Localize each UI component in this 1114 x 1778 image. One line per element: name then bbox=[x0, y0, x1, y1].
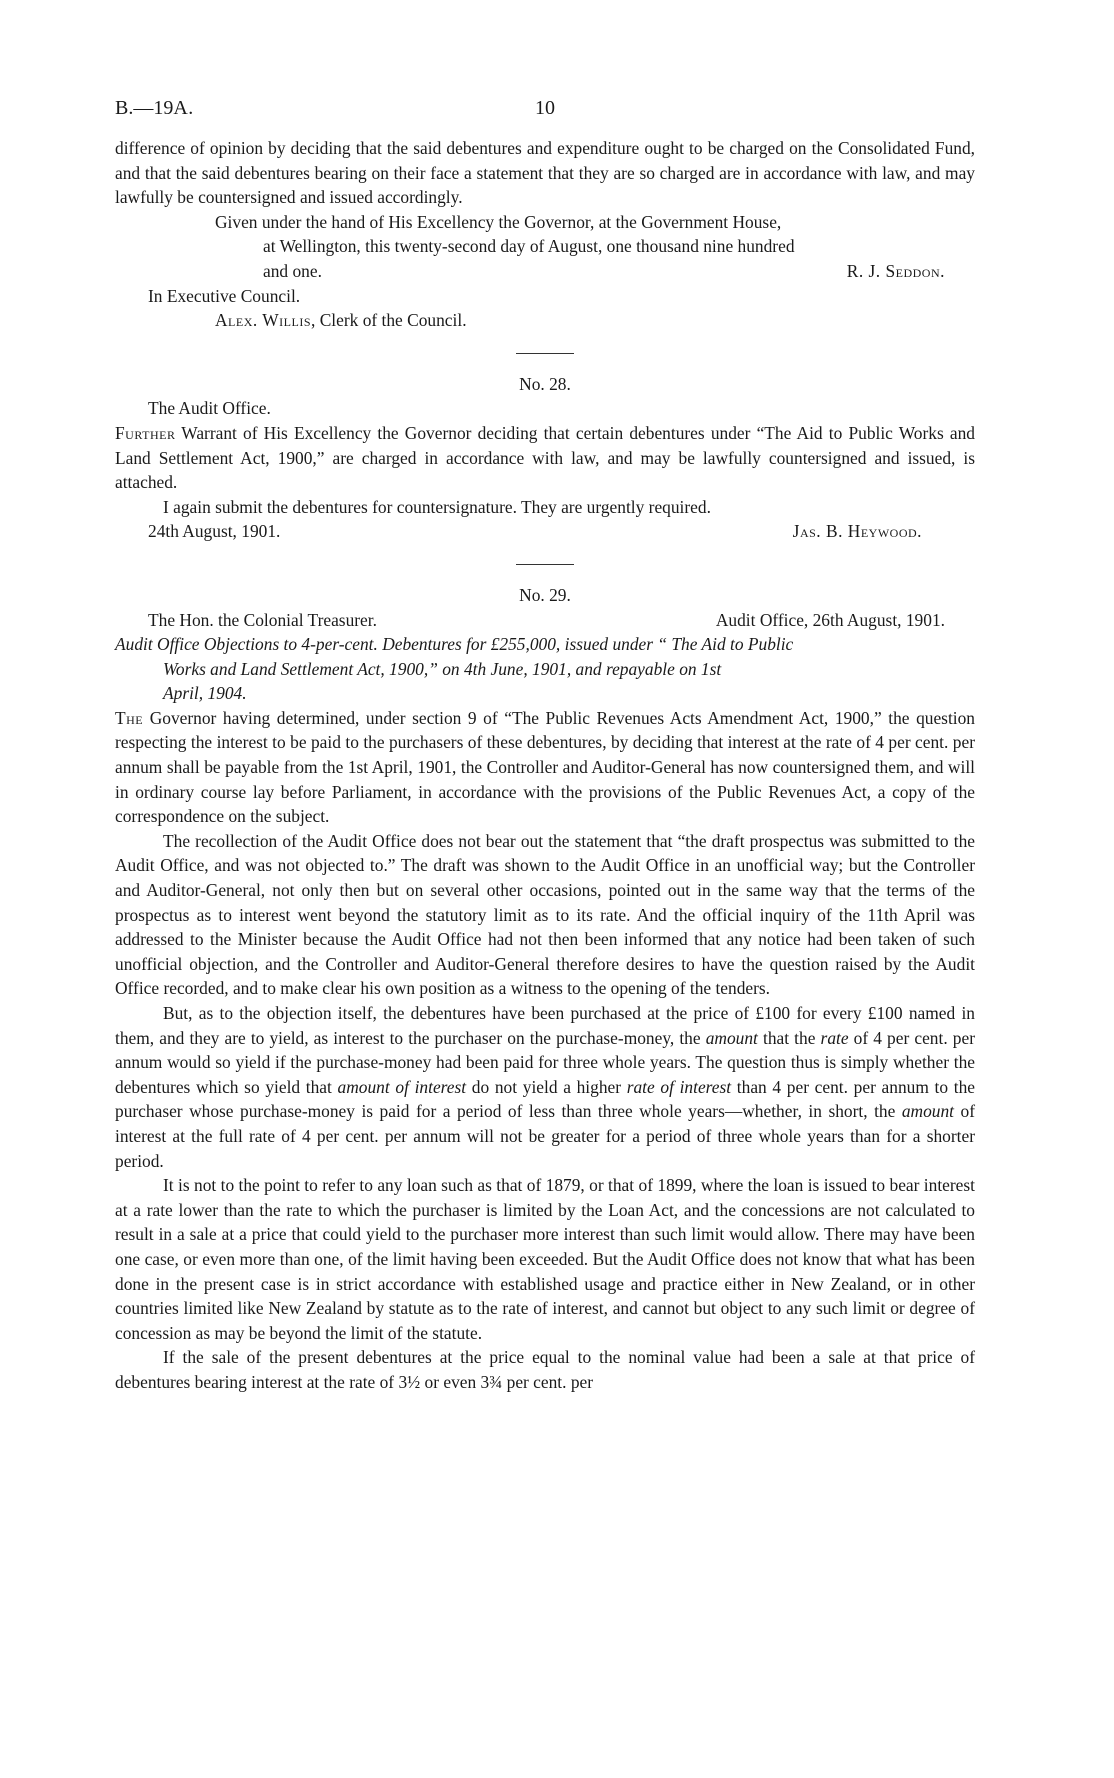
given-under-line-3-text: and one. bbox=[263, 260, 322, 281]
parliamentary-paper-reference: B.—19A. bbox=[115, 97, 194, 119]
letter-28-signoff bbox=[115, 519, 975, 544]
letter-29-recipient: The Hon. the Colonial Treasurer. bbox=[148, 609, 377, 630]
letter-29-subject-line-1: Audit Office Objections to 4-per-cent. Debentures for £255,000, issued under “ The Aid to Public bbox=[115, 634, 794, 655]
letter-29-sender-date: Audit Office, 26th August, 1901. bbox=[715, 609, 945, 630]
executive-council-line: In Executive Council. bbox=[148, 285, 301, 306]
letter-29-paragraph-1: The Governor having determined, under section 9 of “The Public Revenues Acts Amendment Act, 1900,” the question respecting the interest to be paid to the purchasers of these debentures, by deciding that interest at the rate of 4 per cent. per annum shall be payable from the 1st April, 1901, the Controller and Auditor-General has now countersigned them, and will in ordinary course lay before Parliament, in accordance with the provisions of the Public Revenues Act, a copy of the correspondence on the subject. bbox=[115, 707, 975, 827]
signature-heywood: Jas. B. Heywood. bbox=[792, 521, 922, 542]
continued-paragraph: difference of opinion by deciding that the said debentures and expenditure ought to be charged on the Consolidated Fund, and that the said debentures bearing on their face a statement that they are so charged are in accordance with law, and may lawfully be countersigned and issued accordingly. bbox=[115, 138, 975, 208]
letter-29-paragraph-4: It is not to the point to refer to any loan such as that of 1879, or that of 1899, where the loan is issued to bear interest at a rate lower than the rate to which the purchaser is limited by the Loan Act, and the concessions are not calculated to result in a sale at a price that could yield to the purchaser more interest than such limit would allow. There may have been one case, or even more than one, of the limit having been exceeded. But the Audit Office does not know that what has been done in the present case is in strict accordance with established usage and practice either in New Zealand, or in other countries limited like New Zealand by statute as to the rate of interest, and cannot but object to any such limit or degree of concession as may be beyond the limit of the statute. bbox=[115, 1175, 975, 1343]
clerk-line: Alex. Willis, Clerk of the Council. bbox=[215, 310, 467, 331]
letter-29-paragraph-3: But, as to the objection itself, the debentures have been purchased at the price of £100 for every £100 named in them, and they are to yield, as interest to the purchaser on the purchase-money, the amount that the rate of 4 per cent. per annum would so yield if the purchase-money had been paid for three whole years. The question thus is simply whether the debentures which so yield that amount of interest do not yield a higher rate of interest than 4 per cent. per annum to the purchaser whose purchase-money is paid for a period of less than three whole years—whether, in short, the amount of interest at the full rate of 4 per cent. per annum will not be greater for a period of three whole years than for a shorter period. bbox=[115, 1003, 975, 1171]
letter-28-request: I again submit the debentures for countersignature. They are urgently required. bbox=[163, 496, 711, 517]
letter-29-address-row bbox=[115, 608, 975, 633]
given-under-line-3 bbox=[115, 259, 975, 284]
given-under-line-1: Given under the hand of His Excellency the Governor, at the Government House, bbox=[215, 211, 782, 232]
page-number: 10 bbox=[535, 97, 555, 119]
page-header bbox=[115, 96, 975, 124]
letter-heading-no-29: No. 29. bbox=[519, 584, 571, 605]
letter-28-body: Further Warrant of His Excellency the Governor deciding that certain debentures under “The Aid to Public Works and Land Settlement Act, 1900,” are charged in accordance with law, and may be lawfully countersigned and issued, is attached. bbox=[115, 422, 975, 493]
letter-heading-no-28: No. 28. bbox=[519, 373, 571, 394]
letter-28-date: 24th August, 1901. bbox=[148, 521, 281, 542]
section-divider bbox=[516, 353, 574, 354]
given-under-line-2: at Wellington, this twenty-second day of August, one thousand nine hundred bbox=[263, 236, 795, 257]
letter-29-subject-line-3: April, 1904. bbox=[163, 683, 247, 704]
section-divider bbox=[516, 564, 574, 565]
letter-29-paragraph-2: The recollection of the Audit Office does not bear out the statement that “the draft prospectus was submitted to the Audit Office, and was not objected to.” The draft was shown to the Audit Office in an unofficial way; but the Controller and Auditor-General, not only then but on several other occasions, pointed out in the same way that the terms of the prospectus as to interest went beyond the statutory limit as to its rate. And the official inquiry of the 11th April was addressed to the Minister because the Audit Office had not then been informed that any notice had been taken of such unofficial objection, and the Controller and Auditor-General therefore desires to have the question raised by the Audit Office recorded, and to make clear his own position as a witness to the opening of the tenders. bbox=[115, 830, 975, 999]
letter-28-sender: The Audit Office. bbox=[148, 398, 271, 419]
document-page bbox=[115, 96, 975, 1395]
letter-29-paragraph-5: If the sale of the present debentures at the price equal to the nominal value had been a sale at that price of debentures bearing interest at the rate of 3½ or even 3¾ per cent. per bbox=[115, 1347, 975, 1392]
letter-29-subject-line-2: Works and Land Settlement Act, 1900,” on 4th June, 1901, and repayable on 1st bbox=[163, 658, 722, 679]
signature-seddon: R. J. Seddon. bbox=[846, 260, 945, 281]
